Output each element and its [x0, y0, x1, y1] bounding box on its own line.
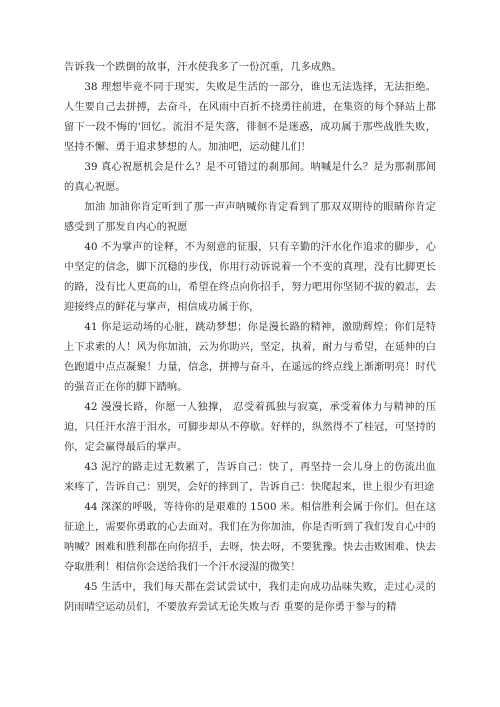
document-body	[64, 58, 436, 618]
paragraph-40: 40 不为掌声的诠释，不为刻意的征服，只有辛勤的汗水化作追求的脚步，心中坚定的信念，脚下沉稳的步伐，你用行动诉说着一个不变的真理，没有比脚更长的路，没有比人更高的山，希望在终点向你招手，努力吧用你坚韧不拔的毅志，去迎接终点的鲜花与掌声，相信成功属于你，	[64, 242, 436, 313]
paragraph-39: 39 真心祝愿机会是什么？是不可错过的刹那间。呐喊是什么？是为那刹那间的真心祝愿。	[64, 162, 436, 193]
paragraph-continuation: 告诉我一个跌倒的故事，汗水使我多了一份沉重，几多成熟。	[64, 62, 342, 73]
paragraph-41: 41 你是运动场的心脏，跳动梦想；你是漫长路的精神，激励辉煌；你们是特上下求索的人！风为你加油，云为你助兴，坚定，执着，耐力与希望，在延伸的白色跑道中点点凝聚！力量，信念，拼搏与奋斗，在遥远的终点线上渐渐明亮！时代的强音正在你的脚下踏响。	[64, 322, 436, 393]
paragraph-42: 42 漫漫长路，你愿一人独撑， 忍受着孤独与寂寞，承受着体力与精神的压迫，只任汗水溶于泪水，可脚步却从不停歇。好样的，纵然得不了桂冠，可坚持的你，定会赢得最后的掌声。	[64, 402, 436, 453]
paragraph-43: 43 泥泞的路走过无数累了，告诉自己：快了，再坚持一会儿身上的伤流出血来疼了，告诉自己：别哭，会好的摔到了，告诉自己：快爬起来，世上很少有坦途	[64, 462, 436, 493]
paragraph-cheer: 加油 加油你肯定听到了那一声声呐喊你肯定看到了那双双期待的眼睛你肯定感受到了那发自内心的祝愿	[64, 202, 436, 233]
paragraph-44: 44 深深的呼吸，等待你的是艰难的 1500 米。相信胜利会属于你们。但在这征途上，需要你勇敢的心去面对。我们在为你加油，你是否听到了我们发自心中的呐喊？困难和胜利都在向你招手，去呀，快去呀，不要犹豫。快去击败困难、快去夺取胜利！相信你会送给我们一个汗水浸湿的微笑！	[64, 502, 436, 573]
paragraph-38: 38 理想毕竟不同于现实，失败是生活的一部分，谁也无法选择，无法拒绝。人生要自己去拼搏，去奋斗，在风雨中百折不挠勇往前进，在集资的每个驿站上都留下一段不悔的'回忆。流泪不是失落，徘徊不是迷惑，成功属于那些战胜失败，坚持不懈、勇于追求梦想的人。加油吧，运动健儿们！	[64, 82, 436, 153]
paragraph-45: 45 生活中，我们每天都在尝试尝试中，我们走向成功品味失败，走过心灵的阴雨晴空运动员们，不要放弃尝试无论失败与否 重要的是你勇于参与的精	[64, 582, 436, 613]
